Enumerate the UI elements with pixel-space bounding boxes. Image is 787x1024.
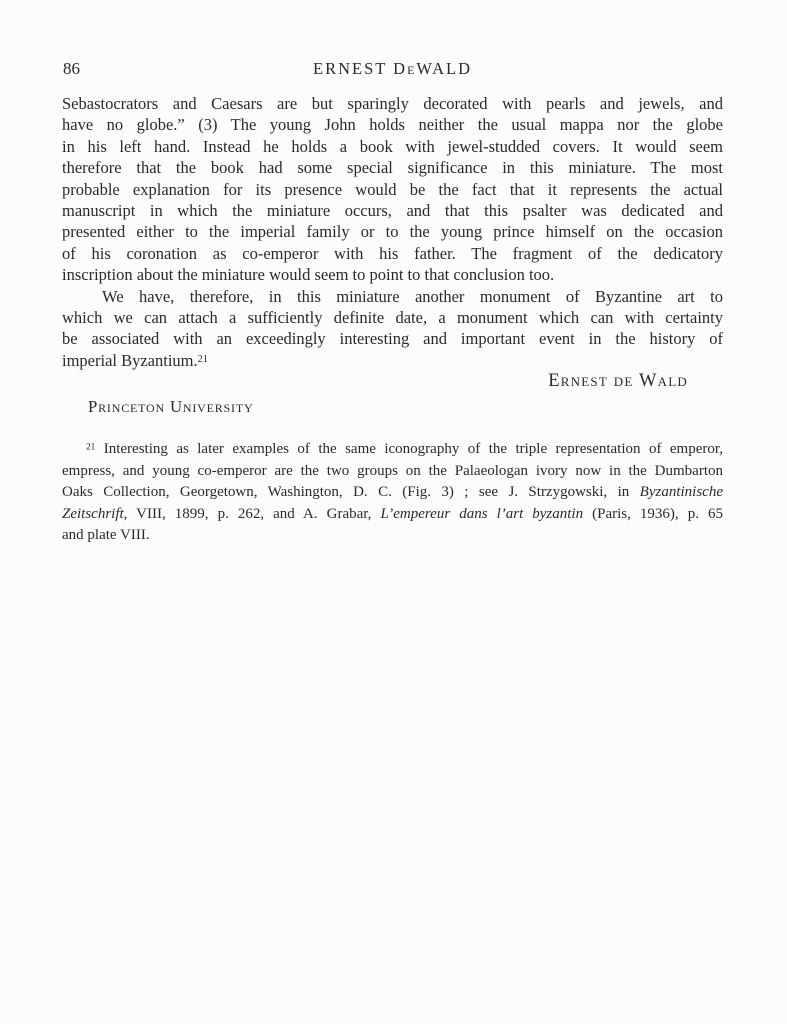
running-title bbox=[62, 59, 723, 79]
text-segment: manuscript in which the miniature occurs, and that this psalter was dedicated and bbox=[62, 201, 723, 221]
text-segment: VIII, 1899, p. 262, and A. Grabar, bbox=[127, 505, 381, 522]
text-segment: Interesting as later examples of the same iconography of the triple representation of emperor, bbox=[95, 441, 723, 457]
text-line bbox=[62, 221, 723, 242]
text-line bbox=[62, 200, 723, 221]
text-segment: Oaks Collection, Georgetown, Washington, D. C. (Fig. 3) ; see J. Strzygowski, in bbox=[62, 484, 640, 501]
affiliation-name: Princeton University bbox=[88, 397, 254, 416]
page-number: 86 bbox=[63, 59, 80, 78]
text-segment: inscription about the miniature would seem to point to that conclusion too. bbox=[62, 265, 555, 285]
text-segment: empress, and young co-emperor are the two groups on the Palaeologan ivory now in the Dumbarton bbox=[62, 462, 723, 479]
text-segment: (Paris, 1936), p. 65 bbox=[583, 505, 723, 522]
page-header bbox=[62, 59, 723, 81]
author-affiliation bbox=[88, 397, 253, 417]
italic-text: Byzantinische bbox=[639, 484, 723, 501]
author-name: Ernest de Wald bbox=[548, 371, 688, 391]
text-segment: therefore that the book had some special significance in this miniature. The most bbox=[62, 158, 723, 178]
text-line bbox=[62, 114, 723, 135]
text-segment: We have, therefore, in this miniature another monument of Byzantine art to bbox=[102, 286, 723, 306]
text-segment: probable explanation for its presence would be the fact that it represents the actual bbox=[62, 179, 723, 199]
text-line bbox=[62, 328, 723, 349]
footnote-marker: 21 bbox=[197, 354, 208, 365]
text-segment: be associated with an exceedingly interesting and important event in the history of bbox=[62, 329, 723, 349]
text-line bbox=[62, 264, 723, 285]
text-segment: Sebastocrators and Caesars are but sparingly decorated with pearls and jewels, and bbox=[62, 94, 723, 113]
text-line bbox=[62, 461, 723, 483]
italic-text: L’empereur dans l’art byzantin bbox=[380, 505, 584, 522]
italic-text: Zeitschrift, bbox=[62, 505, 128, 522]
footnote bbox=[62, 439, 723, 547]
author-signature bbox=[62, 371, 723, 392]
text-line bbox=[62, 350, 723, 371]
text-segment: in his left hand. Instead he holds a book with jewel-studded covers. It would seem bbox=[62, 136, 723, 156]
text-line bbox=[62, 307, 723, 328]
text-line bbox=[62, 157, 723, 178]
text-line bbox=[62, 136, 723, 157]
text-line bbox=[62, 286, 723, 307]
text-line bbox=[62, 504, 723, 526]
text-segment: presented either to the imperial family or to the young prince himself on the occasion bbox=[62, 222, 723, 242]
text-segment: imperial Byzantium. bbox=[62, 350, 198, 370]
text-line bbox=[62, 525, 723, 547]
footnote-marker: 21 bbox=[86, 442, 96, 453]
running-title-smallcap: E bbox=[407, 63, 417, 77]
text-segment: have no globe.” (3) The young John holds neither the usual mappa nor the globe bbox=[62, 115, 723, 135]
running-title-text-post: WALD bbox=[416, 59, 472, 78]
body-text bbox=[62, 93, 723, 371]
text-line bbox=[62, 179, 723, 200]
text-segment: and plate VIII. bbox=[62, 527, 150, 544]
text-line bbox=[62, 482, 723, 504]
text-segment: of his coronation as co-emperor with his father. The fragment of the dedicatory bbox=[62, 243, 723, 263]
running-title-text-pre: ERNEST D bbox=[313, 59, 408, 78]
text-line bbox=[62, 439, 723, 461]
text-segment: which we can attach a sufficiently definite date, a monument which can with certainty bbox=[62, 308, 723, 328]
text-line bbox=[62, 93, 723, 114]
text-line bbox=[62, 243, 723, 264]
